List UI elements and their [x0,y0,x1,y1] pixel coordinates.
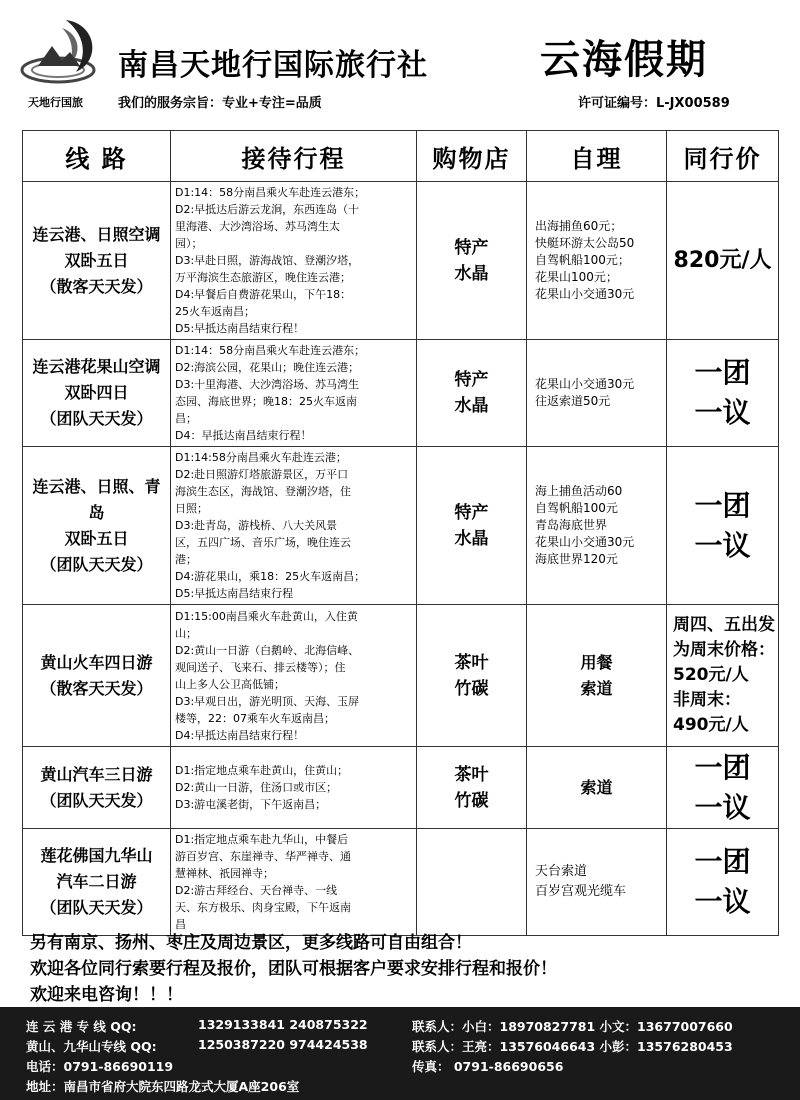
line1-contact: 联系人：小白：18970827781 小文：13677007660 [412,1019,733,1034]
route-price: 一团 一议 [667,340,779,447]
route-name: 连云港花果山空调 双卧四日 （团队天天发） [23,340,171,447]
service-motto: 我们的服务宗旨：专业+专注=品质 [118,96,322,111]
route-itinerary: D1:指定地点乘车赴黄山，住黄山； D2:黄山一日游，住汤口或市区； D3:游屯溪老街，下午返南昌； [171,747,417,829]
route-price: 一团 一议 [667,747,779,829]
header-trade-price: 同行价 [667,131,779,182]
line2-label: 黄山、九华山专线 QQ: [26,1039,157,1054]
phone: 电话：0791-86690119 [26,1059,174,1074]
route-self-pay: 索道 [527,747,667,829]
header [0,0,800,120]
line2-contact: 联系人：王亮：13576046643 小彭：13576280453 [412,1039,733,1054]
route-name: 连云港、日照、青岛 双卧五日 （团队天天发） [23,447,171,605]
notes [30,930,557,1008]
table-row [23,340,779,447]
route-itinerary: D1:14：58分南昌乘火车赴连云港东； D2:海滨公园，花果山；晚住连云港； D3:十里海港、大沙湾浴场、苏马湾生 态园、海底世界；晚18：25火车返南 昌； D4：早抵达南昌结束行程！ [171,340,417,447]
contact-footer [0,1007,800,1100]
header-shopping: 购物店 [417,131,527,182]
table-row [23,747,779,829]
route-name: 连云港、日照空调 双卧五日 （散客天天发） [23,182,171,340]
table-row [23,605,779,747]
address: 地址：南昌市省府大院东四路龙式大厦A座206室 [26,1079,300,1094]
table-row [23,829,779,936]
route-name: 黄山汽车三日游 （团队天天发） [23,747,171,829]
table-row [23,182,779,340]
header-route: 线 路 [23,131,171,182]
route-self-pay: 海上捕鱼活动60 自驾帆船100元 青岛海底世界 花果山小交通30元 海底世界120元 [527,447,667,605]
note-line: 另有南京、扬州、枣庄及周边景区，更多线路可自由组合！ [30,933,472,953]
brand-name: 云海假期 [540,36,708,83]
note-line: 欢迎来电咨询！！！ [30,985,183,1005]
route-itinerary: D1:15:00南昌乘火车赴黄山，入住黄 山； D2:黄山一日游（白鹅岭、北海信峰、 观间送子、飞来石、排云楼等）；住 山上多人公卫高低铺； D3:早观日出，游光明顶、天海、玉屏 楼等，22：07乘车火车返南昌； D4:早抵达南昌结束行程！ [171,605,417,747]
agency-name: 南昌天地行国际旅行社 [118,48,428,83]
header-itinerary: 接待行程 [171,131,417,182]
routes-table [22,130,779,936]
note-line: 欢迎各位同行索要行程及报价，团队可根据客户要求安排行程和报价！ [30,959,557,979]
route-name: 莲花佛国九华山 汽车二日游 （团队天天发） [23,829,171,936]
table-row [23,447,779,605]
route-self-pay: 用餐 索道 [527,605,667,747]
route-name: 黄山火车四日游 （散客天天发） [23,605,171,747]
company-logo-icon [18,14,110,92]
route-itinerary: D1:14：58分南昌乘火车赴连云港东； D2:早抵达后游云龙涧，东西连岛（十 里海港、大沙湾浴场、苏马湾生太 园）； D3:早赴日照，游海战馆、登潮汐塔， 万平海滨生态旅游区，晚住连云港； D4:早餐后自费游花果山，下午18： 25火车返南昌； D5:早抵达南昌结束行程！ [171,182,417,340]
route-self-pay: 花果山小交通30元 往返索道50元 [527,340,667,447]
route-shopping: 特产 水晶 [417,447,527,605]
route-price: 一团 一议 [667,447,779,605]
fax: 传真： 0791-86690656 [412,1059,564,1074]
route-itinerary: D1:14:58分南昌乘火车赴连云港； D2:赴日照游灯塔旅游景区，万平口 海滨生态区，海战馆、登潮汐塔，住 日照； D3:赴青岛，游栈桥、八大关风景 区，五四广场、音乐广场，晚住连云 港； D4:游花果山，乘18：25火车返南昌； D5:早抵达南昌结束行程 [171,447,417,605]
route-itinerary: D1:指定地点乘车赴九华山，中餐后 游百岁宫、东崖禅寺、华严禅寺、通 慧禅林、祇园禅寺； D2:游古拜经台、天台禅寺、一线 天、东方极乐、肉身宝殿，下午返南 昌 [171,829,417,936]
route-shopping: 特产 水晶 [417,340,527,447]
route-shopping: 茶叶 竹碳 [417,747,527,829]
header-self-pay: 自理 [527,131,667,182]
route-self-pay: 出海捕鱼60元； 快艇环游太公岛50 自驾帆船100元； 花果山100元； 花果山小交通30元 [527,182,667,340]
license-number: 许可证编号：L-JX00589 [578,96,730,111]
route-price: 820元/人 [667,182,779,340]
line1-label: 连 云 港 专 线 QQ: [26,1019,137,1034]
route-price: 一团 一议 [667,829,779,936]
line2-qq: 1250387220 974424538 [198,1037,368,1052]
table-header-row [23,131,779,182]
route-shopping [417,829,527,936]
route-shopping: 茶叶 竹碳 [417,605,527,747]
route-shopping: 特产 水晶 [417,182,527,340]
line1-qq: 1329133841 240875322 [198,1017,368,1032]
route-self-pay: 天台索道 百岁宫观光缆车 [527,829,667,936]
logo-text: 天地行国旅 [28,96,83,109]
route-price: 周四、五出发 为周末价格： 520元/人 非周末： 490元/人 [667,605,779,747]
